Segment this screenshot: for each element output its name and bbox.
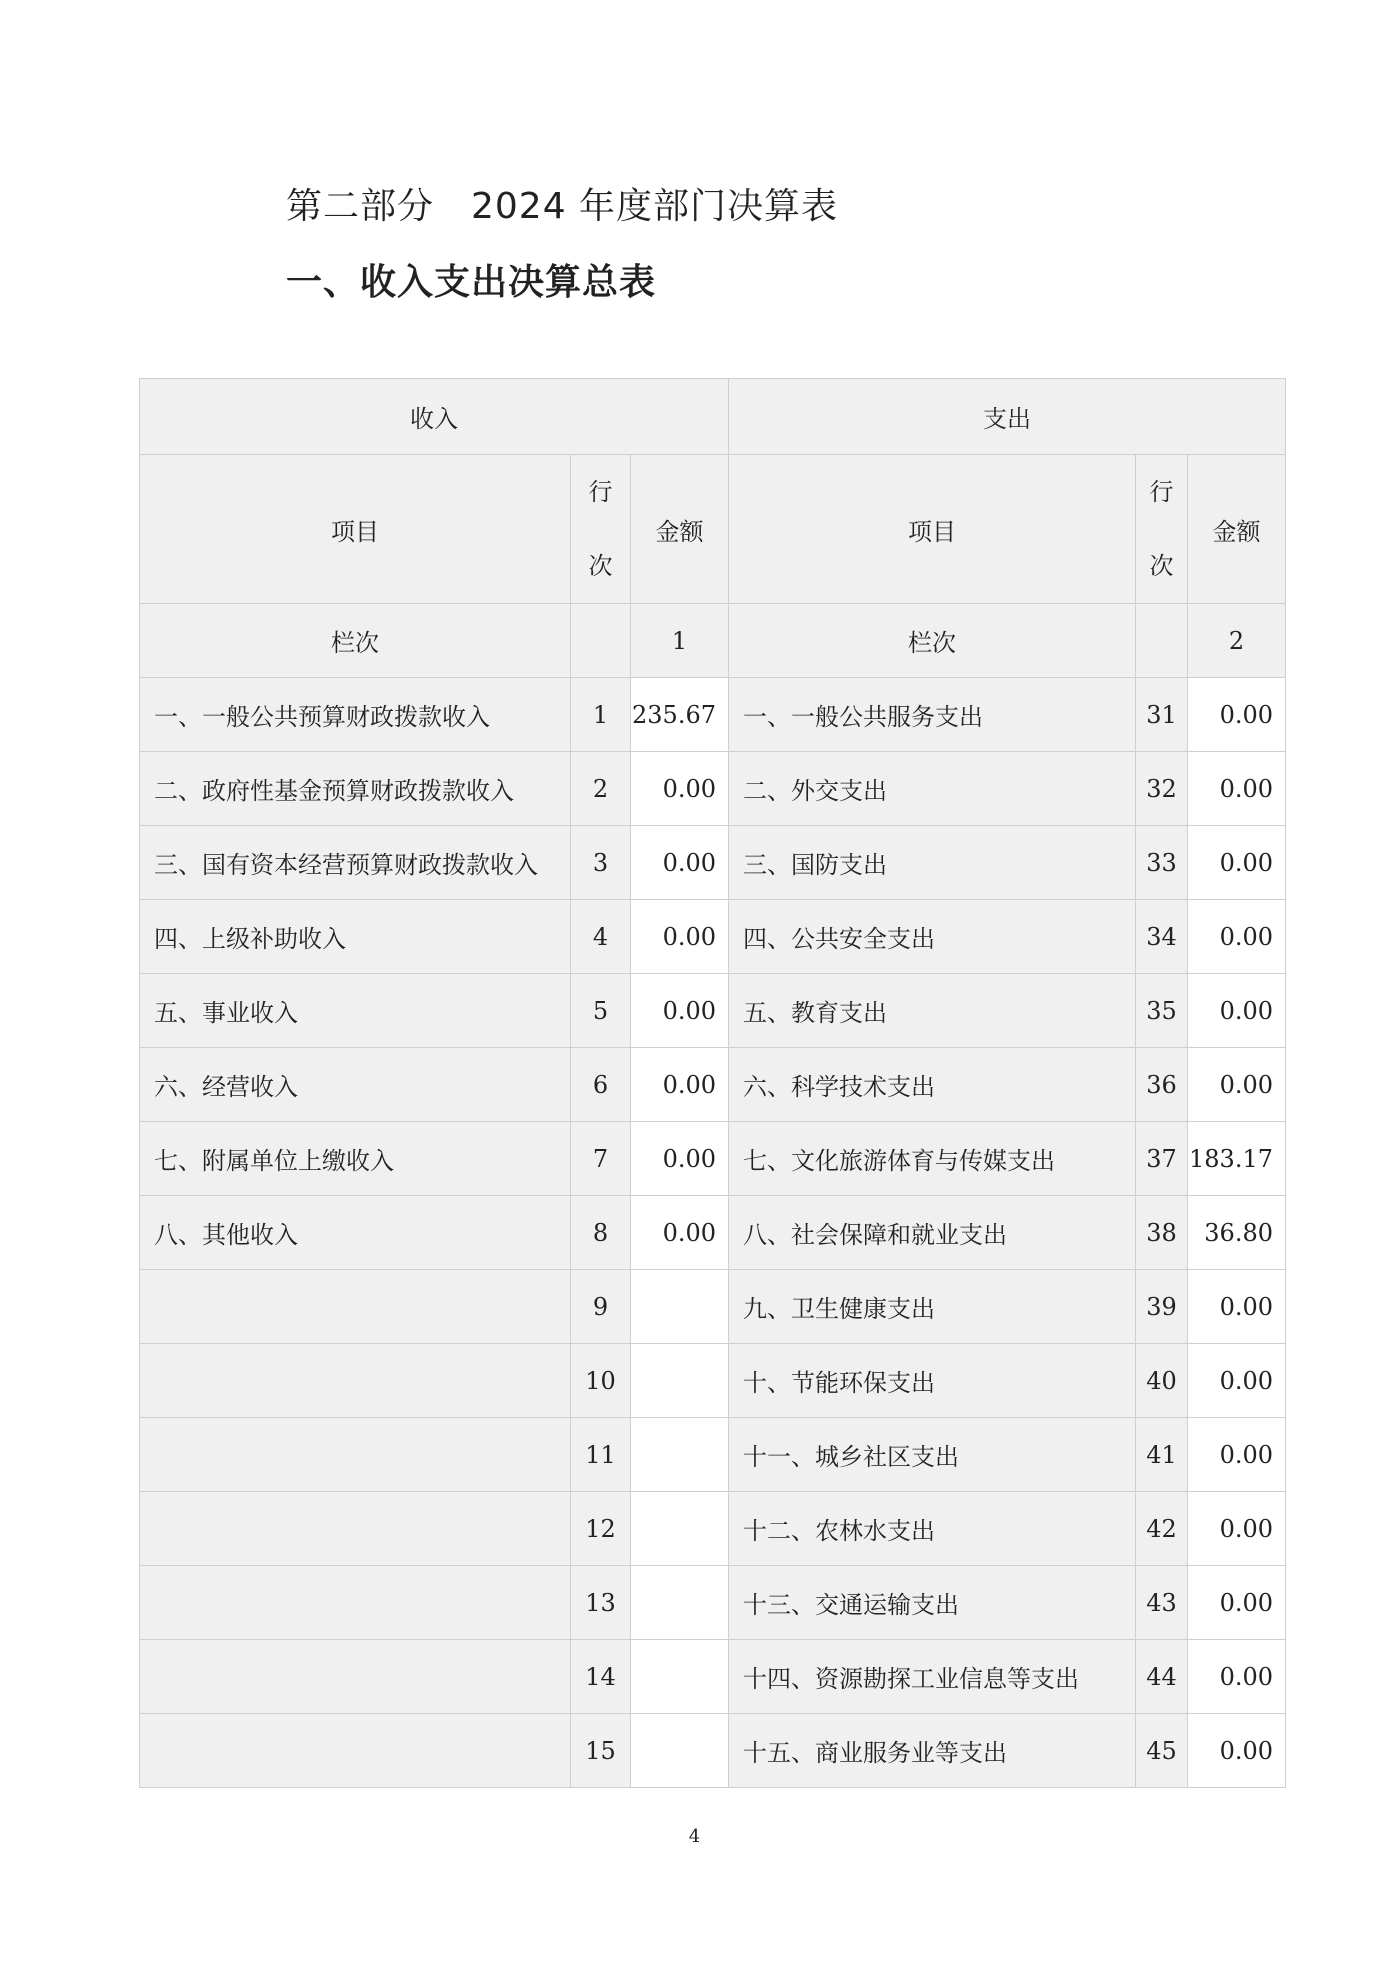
table-row (140, 1640, 1286, 1714)
income-row-no: 14 (571, 1640, 631, 1714)
row-header-top: 行 (1149, 478, 1174, 506)
expense-item: 十、节能环保支出 (729, 1344, 1136, 1418)
expense-amount: 183.17 (1188, 1122, 1286, 1196)
income-amount (631, 1418, 729, 1492)
income-item: 五、事业收入 (140, 974, 571, 1048)
expense-item: 九、卫生健康支出 (729, 1270, 1136, 1344)
expense-amount: 0.00 (1188, 1492, 1286, 1566)
income-amount: 0.00 (631, 752, 729, 826)
table-row (140, 1566, 1286, 1640)
expense-amount: 0.00 (1188, 1418, 1286, 1492)
income-amount (631, 1492, 729, 1566)
expense-row-no: 36 (1136, 1048, 1188, 1122)
income-row-no: 8 (571, 1196, 631, 1270)
income-row-no: 10 (571, 1344, 631, 1418)
table-row (140, 974, 1286, 1048)
expense-item: 二、外交支出 (729, 752, 1136, 826)
table-row (140, 678, 1286, 752)
income-row-no: 1 (571, 678, 631, 752)
income-item: 六、经营收入 (140, 1048, 571, 1122)
expense-row-no: 37 (1136, 1122, 1188, 1196)
income-item: 七、附属单位上缴收入 (140, 1122, 571, 1196)
income-row-no: 2 (571, 752, 631, 826)
expense-order-label: 栏次 (729, 604, 1136, 678)
income-item (140, 1640, 571, 1714)
income-item (140, 1344, 571, 1418)
income-item: 三、国有资本经营预算财政拨款收入 (140, 826, 571, 900)
table-row (140, 1196, 1286, 1270)
income-row-no: 15 (571, 1714, 631, 1788)
table-row (140, 826, 1286, 900)
expense-item: 十四、资源勘探工业信息等支出 (729, 1640, 1136, 1714)
expense-row-no: 45 (1136, 1714, 1188, 1788)
table-title: 一、收入支出决算总表 (286, 262, 657, 303)
table-row (140, 1714, 1286, 1788)
income-row-no-header (571, 455, 631, 604)
income-amount (631, 1270, 729, 1344)
expense-row-no: 31 (1136, 678, 1188, 752)
income-order-label: 栏次 (140, 604, 571, 678)
table-row (140, 1048, 1286, 1122)
income-expense-table (139, 378, 1286, 1788)
income-row-no: 3 (571, 826, 631, 900)
table-row (140, 1418, 1286, 1492)
income-amount: 0.00 (631, 1196, 729, 1270)
income-row-no: 5 (571, 974, 631, 1048)
income-header: 收入 (140, 379, 729, 455)
income-amount: 0.00 (631, 826, 729, 900)
expense-row-no: 42 (1136, 1492, 1188, 1566)
expense-amount: 36.80 (1188, 1196, 1286, 1270)
income-row-no: 11 (571, 1418, 631, 1492)
expense-item: 三、国防支出 (729, 826, 1136, 900)
table-row (140, 1344, 1286, 1418)
income-row-no: 9 (571, 1270, 631, 1344)
expense-item: 六、科学技术支出 (729, 1048, 1136, 1122)
income-amount: 0.00 (631, 1122, 729, 1196)
expense-item: 十一、城乡社区支出 (729, 1418, 1136, 1492)
income-item: 一、一般公共预算财政拨款收入 (140, 678, 571, 752)
expense-item: 八、社会保障和就业支出 (729, 1196, 1136, 1270)
expense-item: 一、一般公共服务支出 (729, 678, 1136, 752)
table-row (140, 1270, 1286, 1344)
expense-item: 十三、交通运输支出 (729, 1566, 1136, 1640)
expense-item: 四、公共安全支出 (729, 900, 1136, 974)
expense-header: 支出 (729, 379, 1286, 455)
expense-amount: 0.00 (1188, 678, 1286, 752)
table-row (140, 1122, 1286, 1196)
expense-row-no: 33 (1136, 826, 1188, 900)
expense-row-no: 43 (1136, 1566, 1188, 1640)
income-item-header: 项目 (140, 455, 571, 604)
income-item (140, 1714, 571, 1788)
income-item (140, 1270, 571, 1344)
expense-amount: 0.00 (1188, 1270, 1286, 1344)
row-header-top: 行 (588, 478, 613, 506)
income-item (140, 1566, 571, 1640)
income-order-blank (571, 604, 631, 678)
expense-row-no-header (1136, 455, 1188, 604)
expense-amount: 0.00 (1188, 752, 1286, 826)
expense-amount-header: 金额 (1188, 455, 1286, 604)
row-header-bottom: 次 (1149, 552, 1174, 580)
expense-amount: 0.00 (1188, 900, 1286, 974)
income-row-no: 12 (571, 1492, 631, 1566)
income-amount-header: 金额 (631, 455, 729, 604)
expense-amount: 0.00 (1188, 1048, 1286, 1122)
expense-item: 五、教育支出 (729, 974, 1136, 1048)
expense-order-blank (1136, 604, 1188, 678)
page-number: 4 (688, 1826, 701, 1847)
income-row-no: 7 (571, 1122, 631, 1196)
expense-amount: 0.00 (1188, 1566, 1286, 1640)
expense-row-no: 38 (1136, 1196, 1188, 1270)
expense-amount: 0.00 (1188, 1640, 1286, 1714)
income-item: 四、上级补助收入 (140, 900, 571, 974)
income-col-no: 1 (631, 604, 729, 678)
part-title: 第二部分 2024 年度部门决算表 (286, 186, 839, 227)
income-item (140, 1418, 571, 1492)
income-item: 八、其他收入 (140, 1196, 571, 1270)
income-amount: 0.00 (631, 1048, 729, 1122)
income-row-no: 4 (571, 900, 631, 974)
table-row (140, 1492, 1286, 1566)
income-amount (631, 1344, 729, 1418)
expense-amount: 0.00 (1188, 1714, 1286, 1788)
income-row-no: 13 (571, 1566, 631, 1640)
expense-row-no: 39 (1136, 1270, 1188, 1344)
expense-amount: 0.00 (1188, 974, 1286, 1048)
income-amount (631, 1566, 729, 1640)
table-row (140, 900, 1286, 974)
expense-row-no: 34 (1136, 900, 1188, 974)
expense-row-no: 35 (1136, 974, 1188, 1048)
income-amount: 0.00 (631, 974, 729, 1048)
expense-row-no: 41 (1136, 1418, 1188, 1492)
expense-item-header: 项目 (729, 455, 1136, 604)
expense-item: 十二、农林水支出 (729, 1492, 1136, 1566)
income-row-no: 6 (571, 1048, 631, 1122)
table-row (140, 752, 1286, 826)
expense-row-no: 32 (1136, 752, 1188, 826)
income-amount (631, 1714, 729, 1788)
expense-amount: 0.00 (1188, 1344, 1286, 1418)
income-amount: 235.67 (631, 678, 729, 752)
income-item: 二、政府性基金预算财政拨款收入 (140, 752, 571, 826)
expense-item: 七、文化旅游体育与传媒支出 (729, 1122, 1136, 1196)
expense-col-no: 2 (1188, 604, 1286, 678)
row-header-bottom: 次 (588, 552, 613, 580)
expense-item: 十五、商业服务业等支出 (729, 1714, 1136, 1788)
expense-row-no: 44 (1136, 1640, 1188, 1714)
income-item (140, 1492, 571, 1566)
income-amount: 0.00 (631, 900, 729, 974)
expense-amount: 0.00 (1188, 826, 1286, 900)
expense-row-no: 40 (1136, 1344, 1188, 1418)
income-amount (631, 1640, 729, 1714)
